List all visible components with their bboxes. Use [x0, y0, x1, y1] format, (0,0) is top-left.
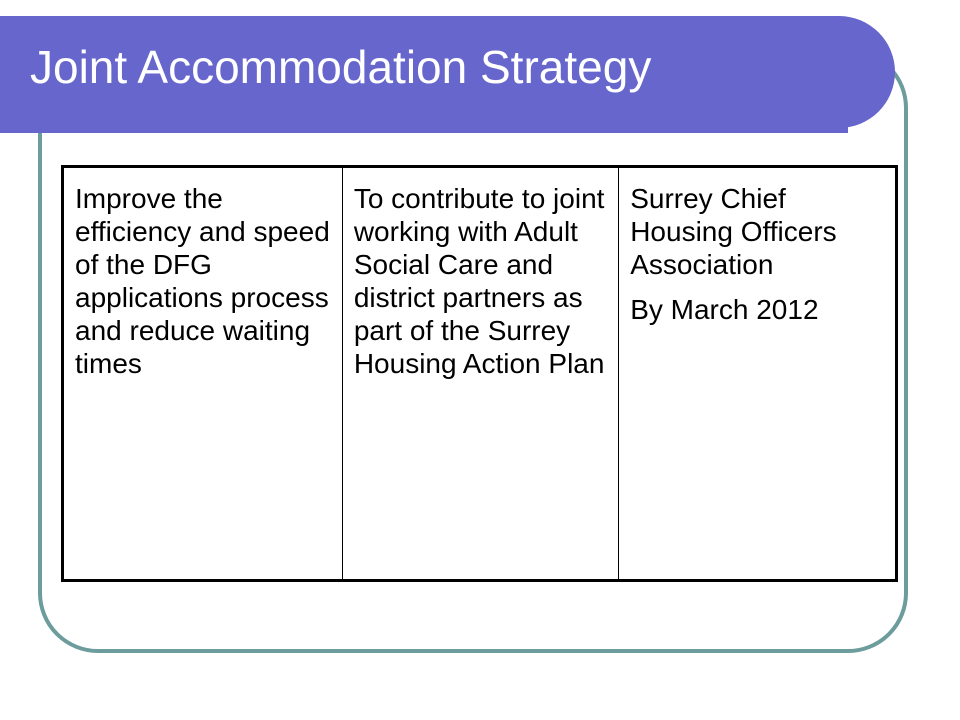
content-table: [61, 165, 898, 582]
table-row: [63, 167, 897, 581]
title-underline: [0, 126, 848, 133]
table-cell-objective: [63, 167, 343, 581]
cell-text: To contribute to joint working with Adult Social Care and district partners as part of the Surrey Housing Action Plan: [353, 183, 605, 380]
cell-text-owner: Surrey Chief Housing Officers Association: [630, 183, 837, 281]
slide-title: Joint Accommodation Strategy: [30, 41, 652, 93]
cell-text: Improve the efficiency and speed of the DFG applications process and reduce waiting times: [75, 183, 330, 380]
table-cell-purpose: [342, 167, 618, 581]
table-cell-owner-deadline: [619, 167, 897, 581]
cell-text-deadline: By March 2012: [630, 294, 819, 326]
